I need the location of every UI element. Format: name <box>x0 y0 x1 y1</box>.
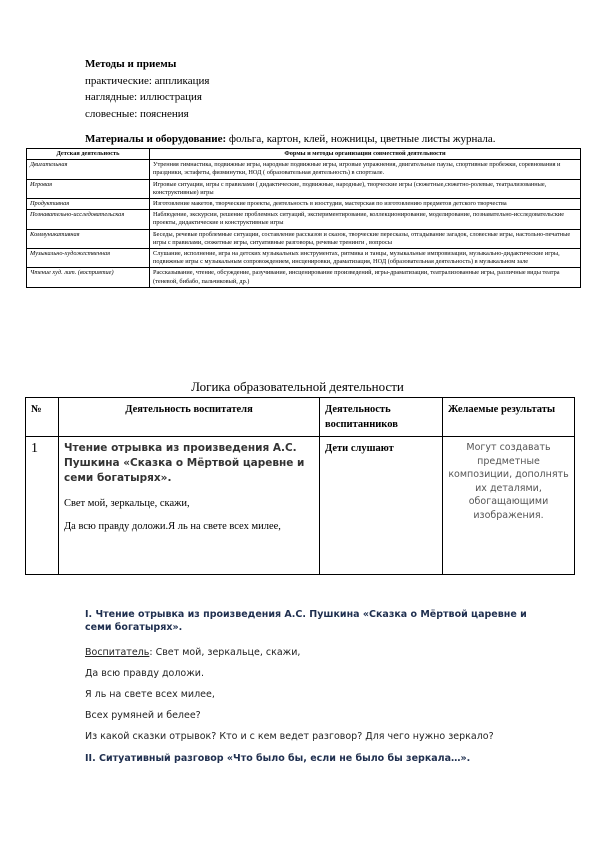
activity-kind: Двигательная <box>27 160 150 179</box>
table-row <box>27 160 581 179</box>
logic-table-header <box>26 398 575 437</box>
table-row <box>27 229 581 248</box>
activity-forms: Беседы, речевые проблемные ситуации, составление рассказов и сказок, творческие пересказы, отгадывание загадок, словесные игры, настольно-печатные игры с правилами, сюжетные игры, ситуативные разговоры, речевые тренинги , вопросы <box>150 229 581 248</box>
text-line: Всех румяней и белее? <box>85 710 201 721</box>
activity-kind: Коммуникативная <box>27 229 150 248</box>
table-row <box>27 199 581 210</box>
section-heading-2: II. Ситуативный разговор «Что было бы, если не было бы зеркала…». <box>85 753 471 764</box>
materials-text: фольга, картон, клей, ножницы, цветные листы журнала. <box>226 133 496 145</box>
activity-forms: Изготовление макетов, творческие проекты, деятельность в изостудии, мастерская по изготовлению предметов детского творчества <box>150 199 581 210</box>
header-teacher-activity: Деятельность воспитателя <box>59 398 320 437</box>
table-row <box>27 179 581 198</box>
verse-line-1: Свет мой, зеркальце, скажи, <box>64 498 190 509</box>
table-row <box>27 210 581 229</box>
text-line: Я ль на свете всех милее, <box>85 689 215 700</box>
activity-forms: Игровые ситуации, игры с правилами ( дидактические, подвижные, народные), творческие игры (сюжетные,сюжетно-ролевые, театрализованные, конструктивные) игры <box>150 179 581 198</box>
activity-forms: Рассказывание, чтение, обсуждение, разучивание, инсценирование произведений, игры-драматизации, театрализованные игры, различные виды театра (теневой, бибабо, пальчиковый, др.) <box>150 268 581 287</box>
teacher-line <box>85 647 555 659</box>
verse-line-2: Да всю правду доложи.Я ль на свете всех милее, <box>64 521 281 532</box>
teacher-activity-cell <box>59 437 320 575</box>
desired-results-cell: Могут создавать предметные композиции, дополнять их деталями, обогащающими изображения. <box>443 437 575 575</box>
activity-kind: Познавательно-исследовательская <box>27 210 150 229</box>
methods-title: Методы и приемы <box>85 58 177 70</box>
activity-kind: Музыкально-художественная <box>27 249 150 268</box>
methods-line-verbal: словесные: пояснения <box>85 107 189 120</box>
text-line: Да всю правду доложи. <box>85 668 204 679</box>
logic-title: Логика образовательной деятельности <box>191 379 404 394</box>
teacher-label: Воспитатель <box>85 647 150 658</box>
table-row <box>27 249 581 268</box>
activity-table-header <box>27 149 581 160</box>
section-heading-1: I. Чтение отрывка из произведения А.С. Пушкина «Сказка о Мёртвой царевне и семи богатырях». <box>85 609 527 633</box>
text-line: Из какой сказки отрывок? Кто и с кем ведет разговор? Для чего нужно зеркало? <box>85 731 494 742</box>
activity-kind: Чтение худ. лит. (восприятие) <box>27 268 150 287</box>
row-number: 1 <box>26 437 59 575</box>
table-row <box>26 437 575 575</box>
header-forms-methods: Формы и методы организации совместной деятельности <box>150 149 581 160</box>
activity-forms: Слушание, исполнение, игра на детских музыкальных инструментах, ритмика и танцы, музыкальные импровизации, музыкально-дидактические игры, подвижные игры с музыкальным сопровождением, инсценировки, драматизация, НОД (образовательная деятельность) в музыкальном зале <box>150 249 581 268</box>
materials-line <box>85 133 496 145</box>
materials-label: Материалы и оборудование: <box>85 133 227 145</box>
activity-kind: Продуктивная <box>27 199 150 210</box>
teacher-text: : Свет мой, зеркальце, скажи, <box>149 647 301 658</box>
activity-kind: Игровая <box>27 179 150 198</box>
reading-title: Чтение отрывка из произведения А.С. Пушкина «Сказка о Мёртвой царевне и семи богатырях». <box>64 442 305 484</box>
methods-block <box>85 56 209 122</box>
activity-table <box>26 148 581 288</box>
header-desired-results: Желаемые результаты <box>443 398 575 437</box>
activity-forms: Наблюдение, экскурсии, решение проблемных ситуаций, экспериментирование, коллекционирование, моделирование, познавательно-исследовательские проекты, дидактические и конструктивные игры <box>150 210 581 229</box>
table-row <box>27 268 581 287</box>
activity-forms: Утренняя гимнастика, подвижные игры, народные подвижные игры, игровые упражнения, двигательные паузы, спортивные пробежки, соревнования и праздники, эстафеты, физминутки, НОД ( образовательная деятельность) в спортзале. <box>150 160 581 179</box>
header-pupils-activity: Деятельность воспитанников <box>320 398 443 437</box>
pupils-activity-cell: Дети слушают <box>320 437 443 575</box>
header-child-activity: Детская деятельность <box>27 149 150 160</box>
methods-line-visual: наглядные: иллюстрация <box>85 91 202 103</box>
logic-table <box>25 397 575 575</box>
methods-line-practical: практические: аппликация <box>85 74 210 87</box>
header-number: № <box>26 398 59 437</box>
lesson-text <box>85 608 555 765</box>
